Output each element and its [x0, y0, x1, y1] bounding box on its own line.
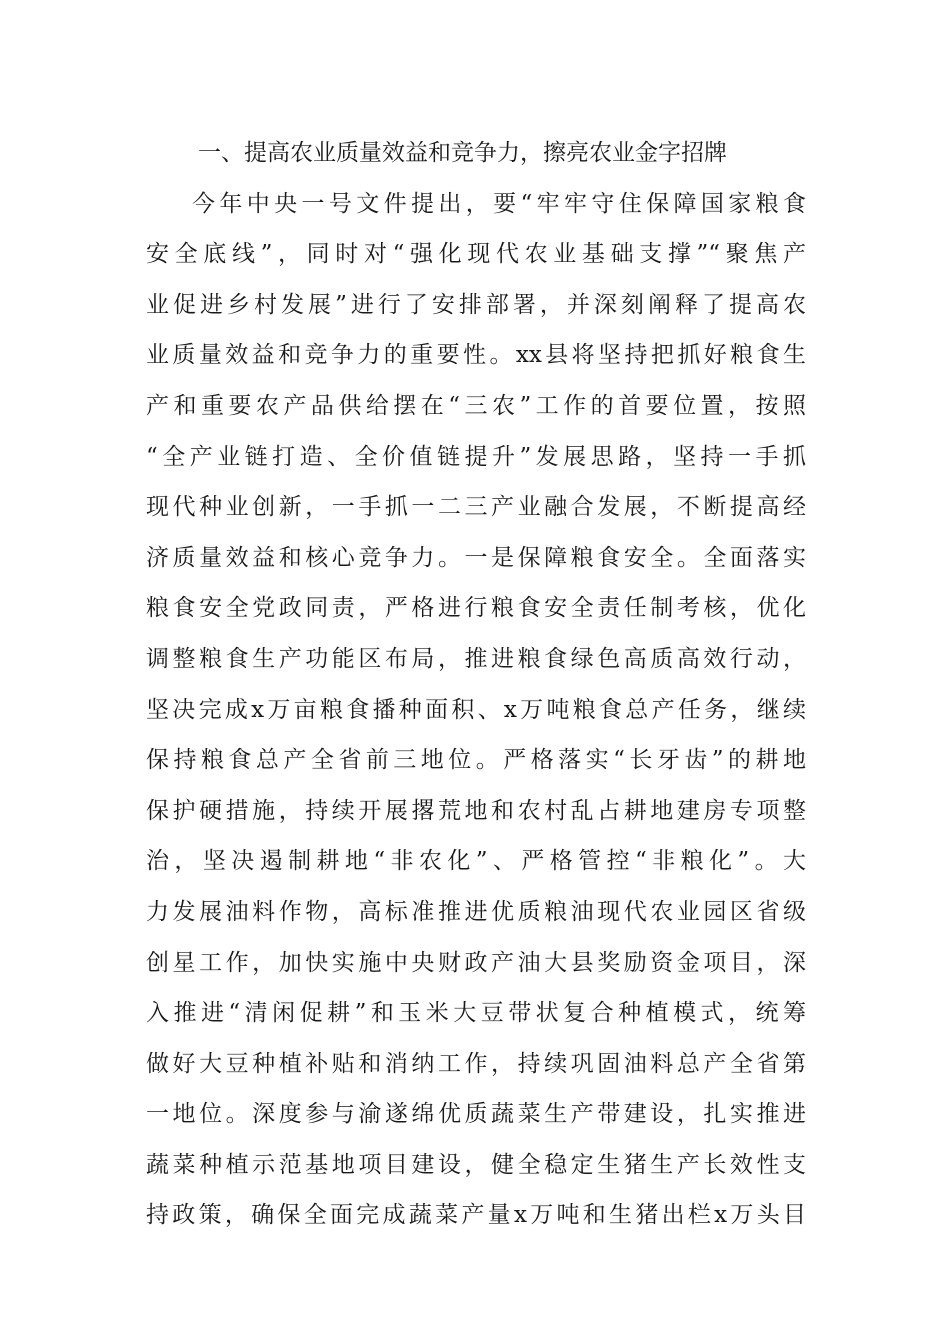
paragraph-line: 治，坚决遏制耕地“非农化”、严格管控“非粮化”。大 — [146, 848, 806, 875]
paragraph-line: 业促进乡村发展”进行了安排部署，并深刻阐释了提高农 — [146, 291, 806, 318]
paragraph-line: 今年中央一号文件提出，要“牢牢守住保障国家粮食 — [192, 190, 806, 217]
document-body — [146, 128, 806, 1241]
paragraph-line: 力发展油料作物，高标准推进优质粮油现代农业园区省级 — [146, 898, 806, 925]
paragraph-line: 粮食安全党政同责，严格进行粮食安全责任制考核，优化 — [146, 595, 806, 622]
paragraph-line: 做好大豆种植补贴和消纳工作，持续巩固油料总产全省第 — [146, 1050, 806, 1077]
section-heading: 一、提高农业质量效益和竞争力，擦亮农业金字招牌 — [198, 140, 727, 166]
paragraph-line: 现代种业创新，一手抓一二三产业融合发展，不断提高经 — [146, 494, 806, 521]
paragraph-line: 安全底线”，同时对“强化现代农业基础支撑”“聚焦产 — [146, 241, 806, 268]
paragraph-line: 产和重要农产品供给摆在“三农”工作的首要位置，按照 — [146, 392, 806, 419]
paragraph-line: 调整粮食生产功能区布局，推进粮食绿色高质高效行动， — [146, 645, 806, 672]
paragraph-line: 坚决完成x万亩粮食播种面积、x万吨粮食总产任务，继续 — [146, 696, 806, 723]
paragraph-line: 保持粮食总产全省前三地位。严格落实“长牙齿”的耕地 — [146, 747, 806, 774]
paragraph-line: 蔬菜种植示范基地项目建设，健全稳定生猪生产长效性支 — [146, 1151, 806, 1178]
paragraph-line: 入推进“清闲促耕”和玉米大豆带状复合种植模式，统筹 — [146, 1000, 806, 1027]
paragraph-line: 创星工作，加快实施中央财政产油大县奖励资金项目，深 — [146, 949, 806, 976]
paragraph-line: 保护硬措施，持续开展撂荒地和农村乱占耕地建房专项整 — [146, 797, 806, 824]
paragraph-line: 业质量效益和竞争力的重要性。xx县将坚持把抓好粮食生 — [146, 342, 806, 369]
paragraph-line: 一地位。深度参与渝遂绵优质蔬菜生产带建设，扎实推进 — [146, 1101, 806, 1128]
paragraph-line: 济质量效益和核心竞争力。一是保障粮食安全。全面落实 — [146, 544, 806, 571]
paragraph-line: “全产业链打造、全价值链提升”发展思路，坚持一手抓 — [146, 443, 806, 470]
paragraph-line: 持政策，确保全面完成蔬菜产量x万吨和生猪出栏x万头目 — [146, 1202, 806, 1229]
